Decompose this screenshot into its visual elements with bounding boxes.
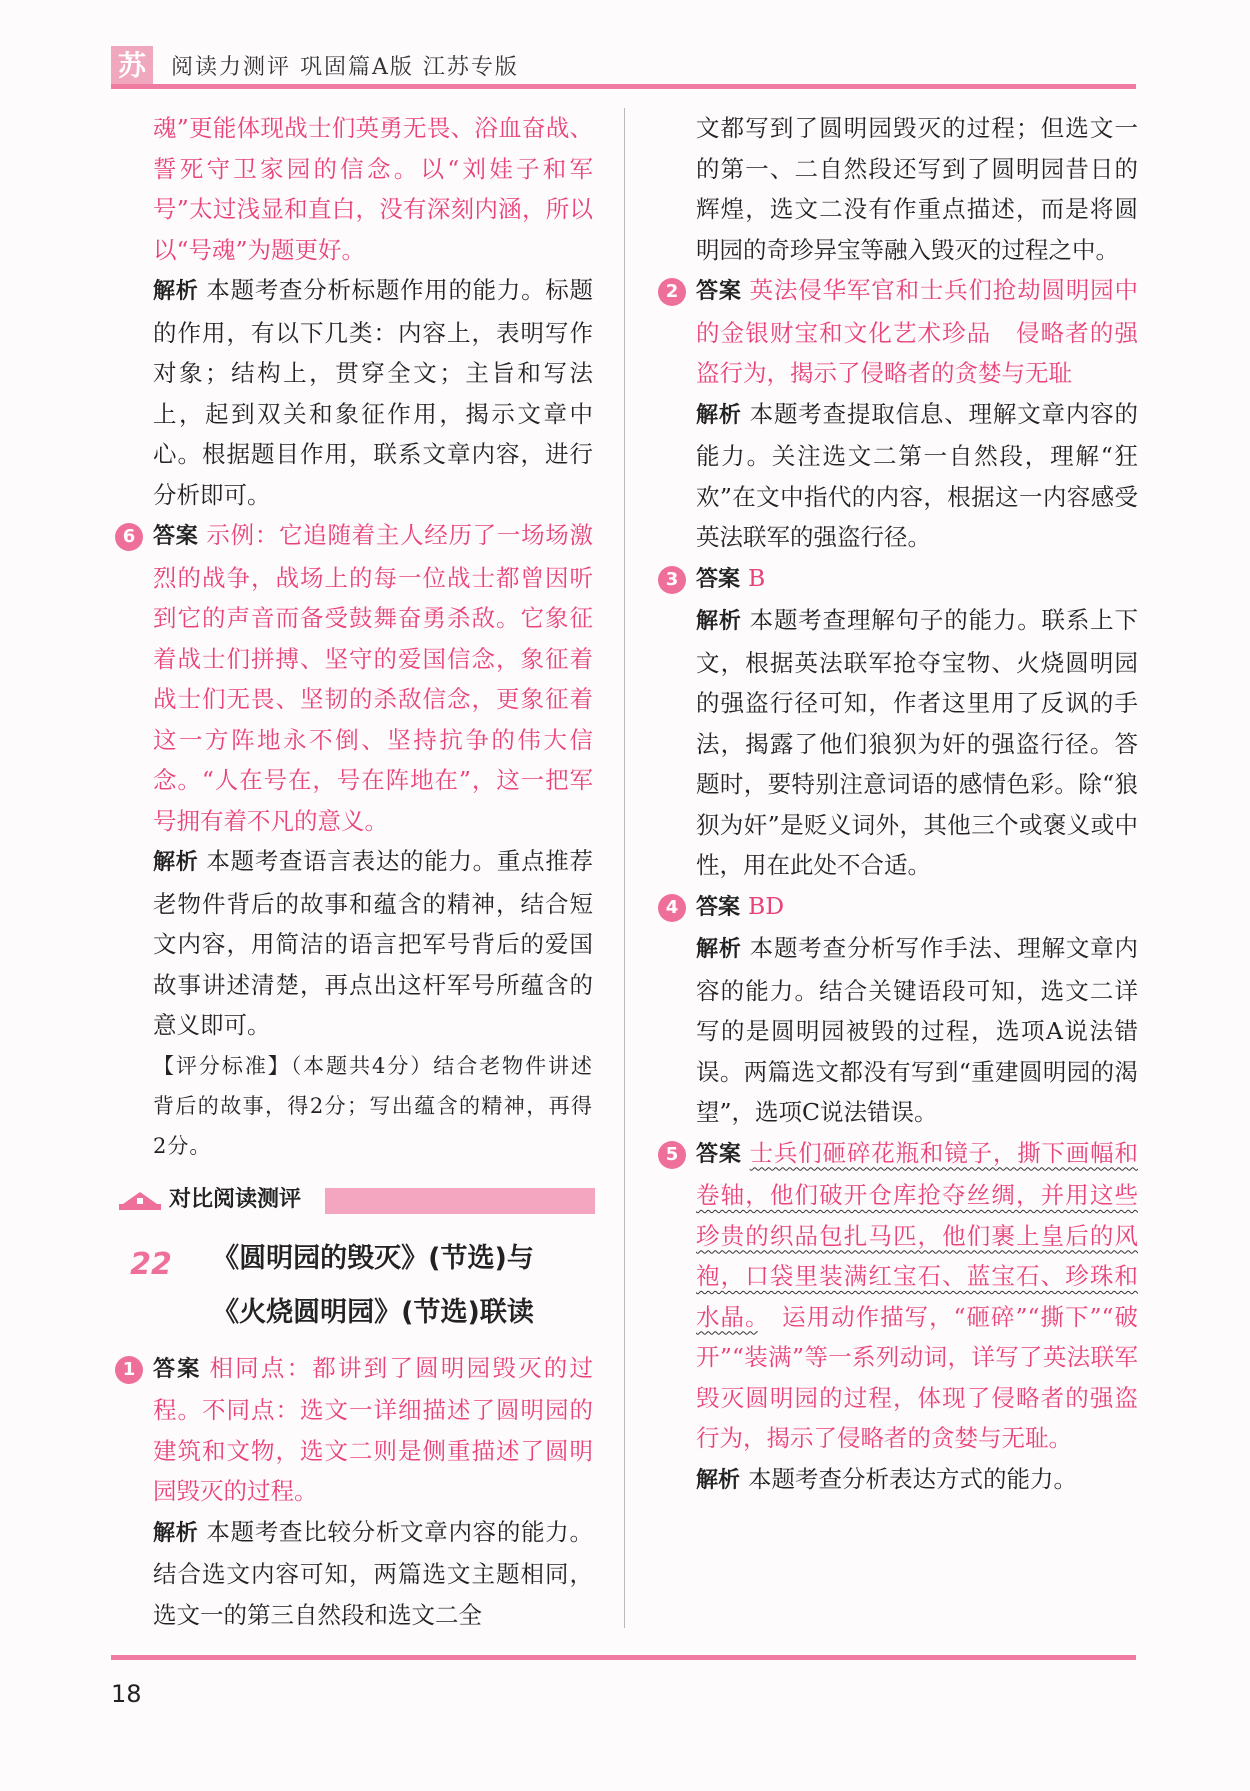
question-4 bbox=[665, 886, 1138, 1133]
analysis-text: 本题考查理解句子的能力。联系上下文，根据英法联军抢夺宝物、火烧圆明园的强盗行径可知，作者这里用了反讽的手法，揭露了他们狼狈为奸的强盗行径。答题时，要特别注意词语的感情色彩。除“狼狈为奸”是贬义词外，其他三个或褒义或中性，用在此处不合适。 bbox=[696, 606, 1138, 879]
page-header bbox=[111, 46, 1136, 86]
header-title: 阅读力测评 巩固篇A版 江苏专版 bbox=[171, 55, 519, 80]
province-badge: 苏 bbox=[111, 46, 153, 86]
analysis-text: 本题考查分析表达方式的能力。 bbox=[748, 1464, 1078, 1493]
answer-label: 答案 bbox=[696, 894, 741, 920]
palace-icon bbox=[115, 1188, 165, 1212]
footer-rule bbox=[111, 1655, 1136, 1660]
analysis-label: 解析 bbox=[696, 937, 742, 962]
section-bar bbox=[325, 1188, 595, 1214]
analysis-text: 本题考查语言表达的能力。重点推荐老物件背后的故事和蕴含的精神，结合短文内容，用简洁的语言把军号背后的爱国故事讲述清楚，再点出这杆军号所蕴含的意义即可。 bbox=[153, 847, 593, 1039]
question-number-badge: 5 bbox=[658, 1141, 686, 1169]
question-number-badge: 1 bbox=[115, 1356, 143, 1384]
question-3 bbox=[665, 558, 1138, 886]
answer-text: B bbox=[748, 563, 766, 592]
title-line-1: 《圆明园的毁灭》(节选)与 bbox=[212, 1242, 534, 1274]
column-divider bbox=[624, 108, 625, 1628]
analysis-text: 本题考查比较分析文章内容的能力。结合选文内容可知，两篇选文主题相同，选文一的第三自然段和选文二全 bbox=[153, 1517, 593, 1629]
question-number-badge: 4 bbox=[658, 894, 686, 922]
question-number-badge: 2 bbox=[658, 278, 686, 306]
question-1 bbox=[122, 1348, 593, 1636]
header-rule bbox=[111, 84, 1136, 89]
question-number-badge: 3 bbox=[658, 566, 686, 594]
title-number: 22 bbox=[130, 1246, 172, 1282]
analysis-label: 解析 bbox=[696, 402, 742, 428]
section-label: 对比阅读测评 bbox=[169, 1186, 302, 1212]
answer-label: 答案 bbox=[696, 279, 742, 304]
right-column bbox=[665, 108, 1138, 1501]
section-header bbox=[115, 1180, 593, 1220]
reading-title bbox=[130, 1232, 593, 1340]
answer-text: 相同点：都讲到了圆明园毁灭的过程。不同点：选文一详细描述了圆明园的建筑和文物，选文二则是侧重描述了圆明园毁灭的过程。 bbox=[153, 1353, 593, 1505]
answer-text: 英法侵华军官和士兵们抢劫圆明园中的金银财宝和文化艺术珍品 侵略者的强盗行为，揭示了侵略者的贪婪与无耻 bbox=[696, 276, 1138, 387]
analysis-text: 本题考查分析写作手法、理解文章内容的能力。结合关键语段可知，选文二详写的是圆明园被毁的过程，选项A说法错误。两篇选文都没有写到“重建圆明园的渴望”，选项C说法错误。 bbox=[696, 934, 1138, 1126]
answer-text: BD bbox=[748, 891, 785, 920]
analysis-label: 解析 bbox=[696, 609, 742, 634]
analysis-label: 解析 bbox=[153, 1520, 199, 1546]
intro-analysis bbox=[153, 270, 593, 515]
analysis-label: 解析 bbox=[696, 1467, 741, 1493]
question-6 bbox=[122, 515, 593, 1166]
answer-label: 答案 bbox=[696, 1141, 742, 1167]
intro-answer-text: 魂”更能体现战士们英勇无畏、浴血奋战、誓死守卫家园的信念。以“刘娃子和军号”太过浅显和直白，没有深刻内涵，所以以“号魂”为题更好。 bbox=[153, 114, 593, 264]
question-number-badge: 6 bbox=[115, 523, 143, 551]
answer-label: 答案 bbox=[696, 566, 741, 592]
answer-label: 答案 bbox=[153, 1356, 202, 1382]
answer-quoted-text: 士兵们砸碎花瓶和镜子，撕下画幅和卷轴，他们破开仓库抢夺丝绸，并用这些珍贵的织品包扎马匹，他们裹上皇后的风袍，口袋里装满红宝石、蓝宝石、珍珠和水晶。 bbox=[696, 1138, 1138, 1331]
answer-text: 运用动作描写，“砸碎”“撕下”“破开”“装满”等一系列动词，详写了英法联军毁灭圆明园的过程，体现了侵略者的强盗行为，揭示了侵略者的贪婪与无耻。 bbox=[696, 1302, 1138, 1452]
analysis-label: 解析 bbox=[153, 850, 199, 875]
continued-text: 文都写到了圆明园毁灭的过程；但选文一的第一、二自然段还写到了圆明园昔日的辉煌，选文二没有作重点描述，而是将圆明园的奇珍异宝等融入毁灭的过程之中。 bbox=[696, 114, 1138, 264]
analysis-text: 本题考查分析标题作用的能力。标题的作用，有以下几类：内容上，表明写作对象；结构上，贯穿全文；主旨和写法上，起到双关和象征作用，揭示文章中心。根据题目作用，联系文章内容，进行分析即可。 bbox=[153, 276, 593, 509]
answer-text: 示例：它追随着主人经历了一场场激烈的战争，战场上的每一位战士都曾因听到它的声音而备受鼓舞奋勇杀敌。它象征着战士们拼搏、坚守的爱国信念，象征着战士们无畏、坚韧的杀敌信念，更象征着这一方阵地永不倒、坚持抗争的伟大信念。“人在号在，号在阵地在”，这一把军号拥有着不凡的意义。 bbox=[153, 521, 593, 835]
answer-label: 答案 bbox=[153, 524, 199, 549]
analysis-text: 本题考查提取信息、理解文章内容的能力。关注选文二第一自然段，理解“狂欢”在文中指代的内容，根据这一内容感受英法联军的强盗行径。 bbox=[696, 399, 1138, 551]
left-column bbox=[122, 108, 593, 1635]
title-line-2: 《火烧圆明园》(节选)联读 bbox=[212, 1296, 534, 1328]
question-2 bbox=[665, 270, 1138, 558]
analysis-label: 解析 bbox=[153, 279, 199, 304]
question-5 bbox=[665, 1133, 1138, 1502]
scoring-criteria: 【评分标准】（本题共4分）结合老物件讲述背后的故事，得2分；写出蕴含的精神，再得2分。 bbox=[153, 1053, 593, 1158]
page-number: 18 bbox=[111, 1680, 142, 1708]
